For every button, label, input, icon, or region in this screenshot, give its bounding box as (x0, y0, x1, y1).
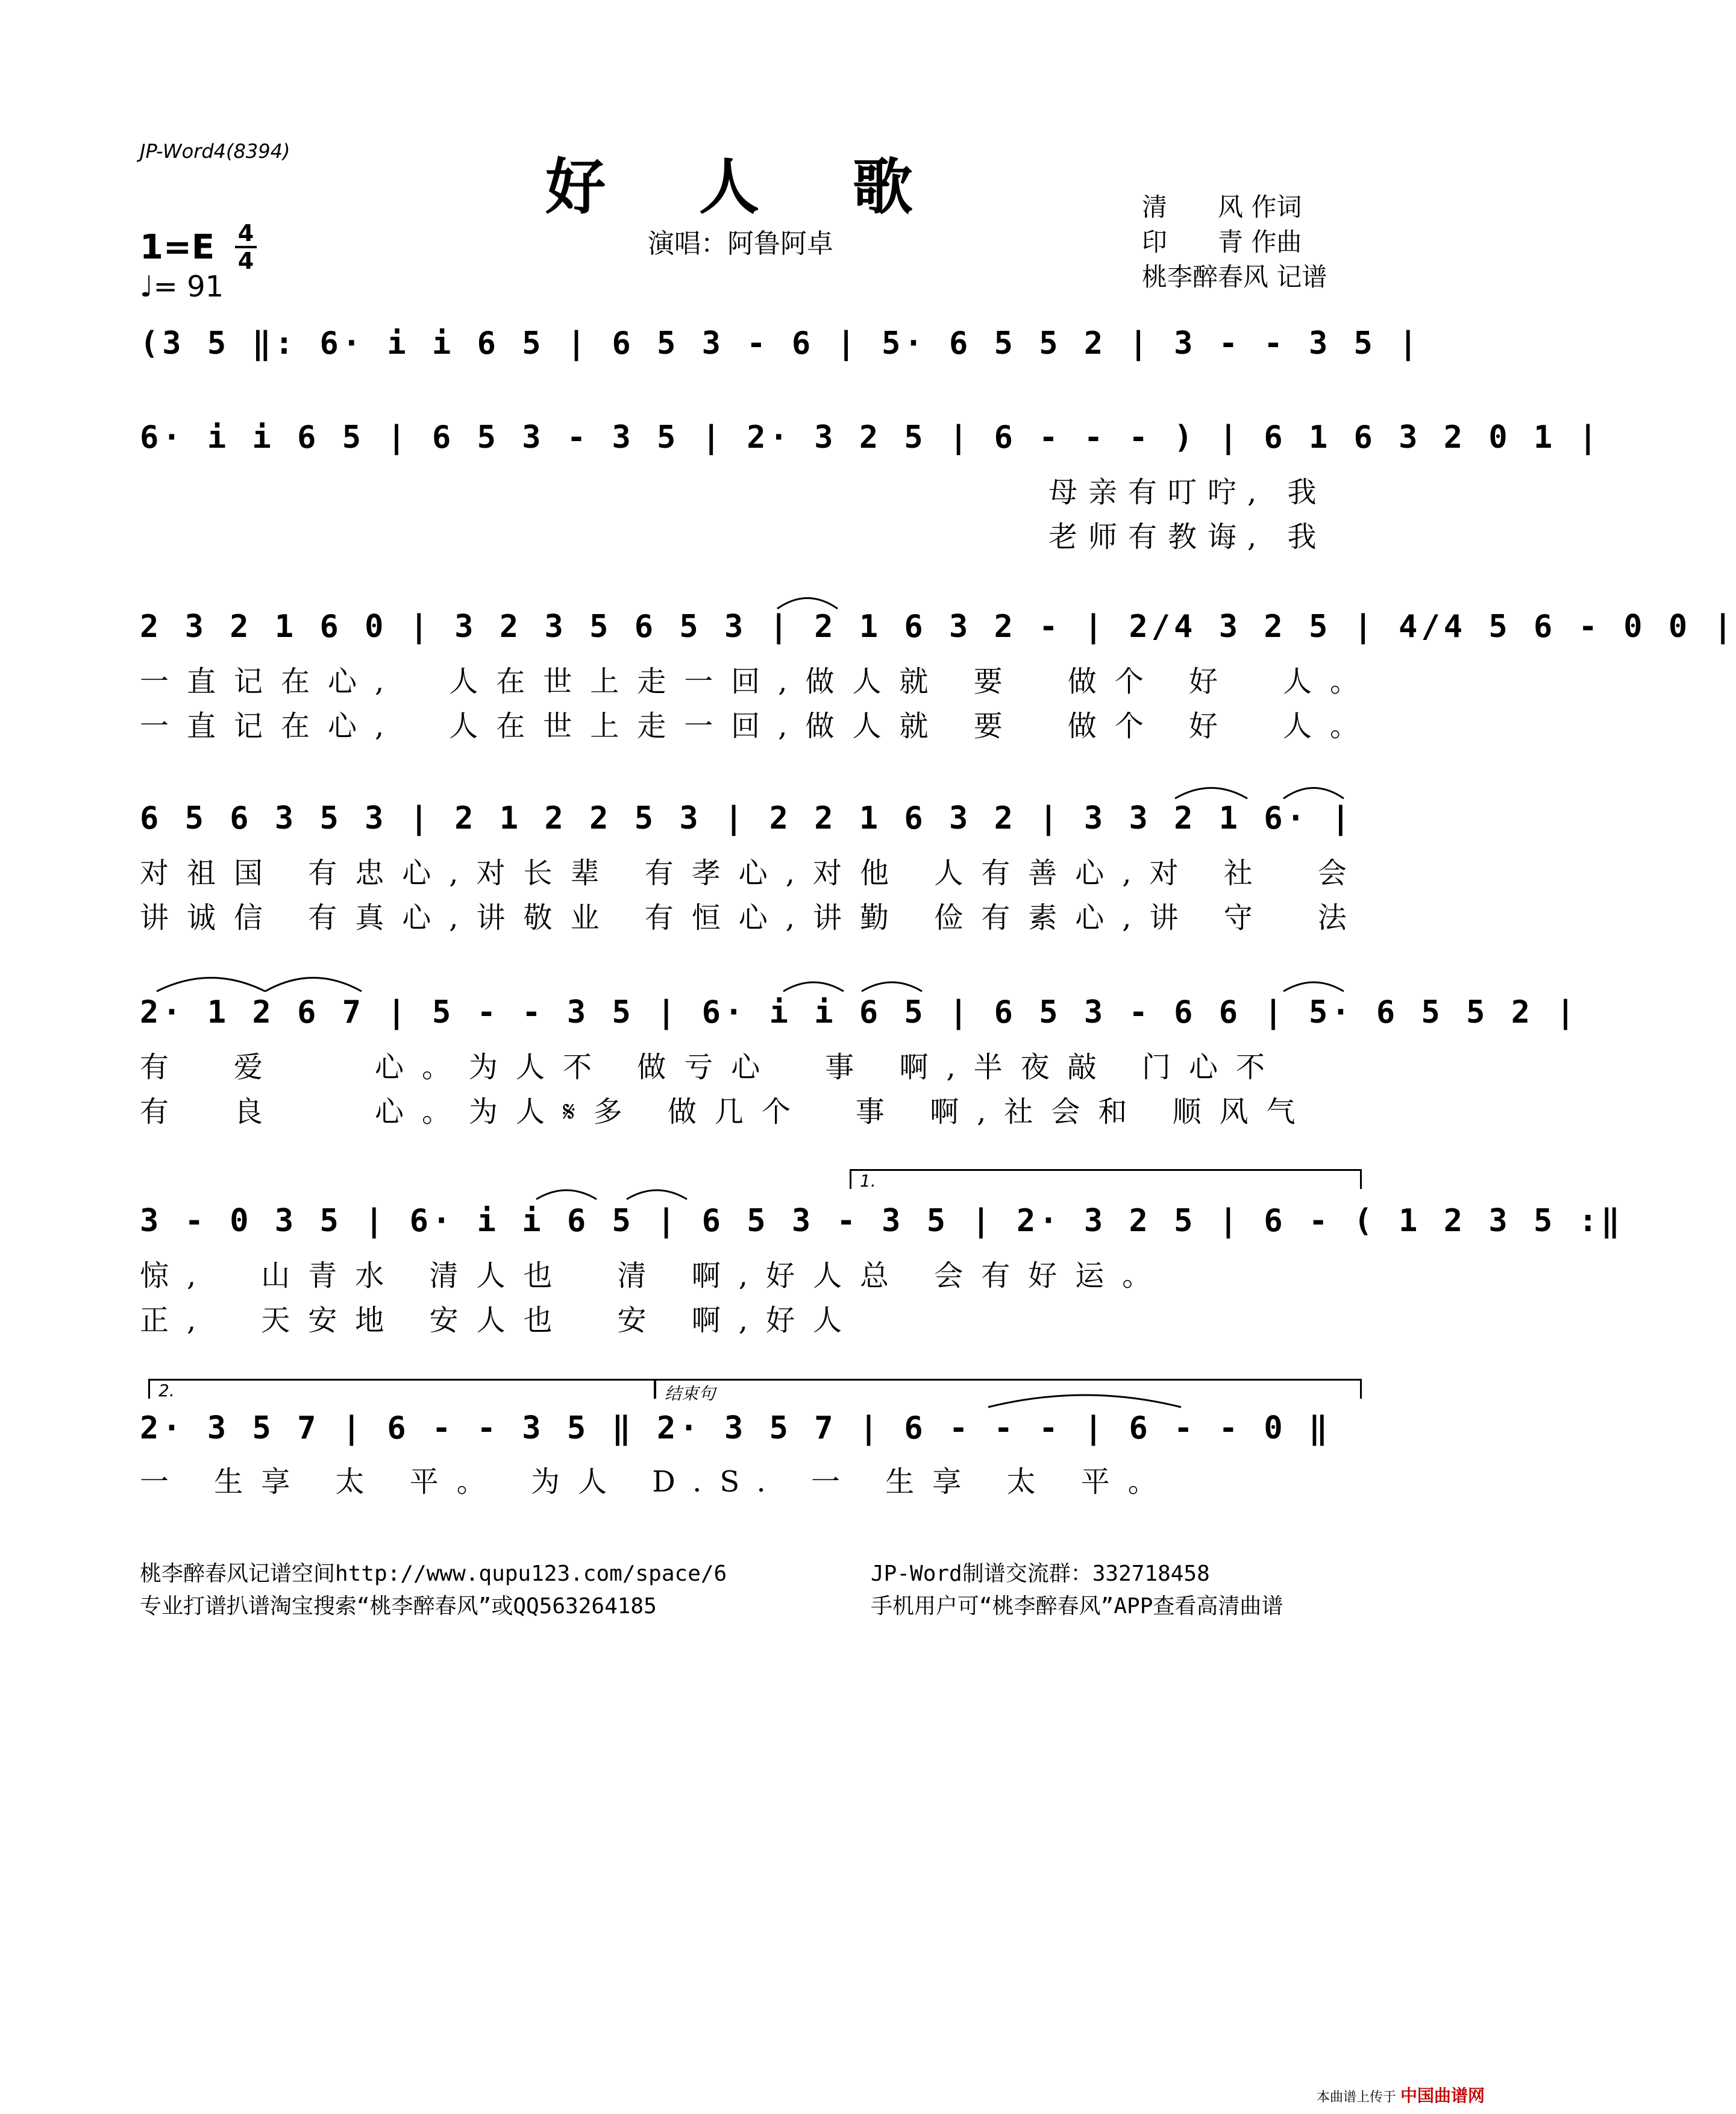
watermark-logo: 中国曲谱网 (1400, 2086, 1485, 2106)
lyric-line-4-verse-2: 讲诚信 有真心,讲敬业 有恒心,讲勤 俭有素心,讲 守 法 (140, 901, 1365, 935)
volta-1: 1. (850, 1169, 1362, 1189)
footer-left-line-1: 桃李醉春风记谱空间http://www.qupu123.com/space/6 (140, 1561, 727, 1586)
time-signature-top: 4 (237, 220, 254, 246)
footer-right-line-2: 手机用户可“桃李醉春风”APP查看高清曲谱 (871, 1594, 1283, 1619)
watermark-text: 本曲谱上传于 (1316, 2090, 1396, 2105)
volta-2: 2. (148, 1379, 656, 1399)
music-line-5: 2· 1 2 6 7 | 5 - - 3 5 | 6· i i 6 5 | 6 5 3 - 6 6 | 5· 6 5 5 2 | (140, 994, 1579, 1030)
slur-mark (862, 982, 922, 991)
footer-right (871, 1558, 1283, 1623)
footer-left (140, 1558, 727, 1623)
lyric-line-5-verse-2: 有 良 心。为人𝄋多 做几个 事 啊,社会和 顺风气 (140, 1095, 1314, 1129)
footer-right-line-1: JP-Word制谱交流群：332718458 (871, 1561, 1210, 1586)
lyric-line-7: 一 生享 太 平。 为人 D.S. 一 生享 太 平。 (140, 1465, 1175, 1499)
lyric-line-2-verse-1: 母亲有叮咛, 我 (1048, 475, 1327, 509)
lyric-line-2-verse-2: 老师有教诲, 我 (1048, 520, 1327, 554)
song-title: 好 人 歌 (545, 151, 949, 222)
lyricist-credit: 清 风 作词 (1142, 192, 1302, 222)
watermark (1317, 2083, 1485, 2107)
music-line-4: 6 5 6 3 5 3 | 2 1 2 2 5 3 | 2 2 1 6 3 2 | 3 3 2 1 6· | (140, 800, 1354, 836)
slur-mark (777, 598, 838, 609)
slur-mark (1283, 788, 1344, 799)
slur-mark (265, 978, 362, 992)
music-line-2: 6· i i 6 5 | 6 5 3 - 3 5 | 2· 3 2 5 | 6 - - - ) | 6 1 6 3 2 0 1 | (140, 419, 1601, 456)
lyric-line-6-verse-1: 惊, 山青水 清人也 清 啊,好人总 会有好运。 (140, 1259, 1170, 1293)
key-signature: 1=E (140, 228, 215, 267)
time-signature-bottom: 4 (237, 248, 254, 274)
slur-mark (627, 1190, 687, 1199)
lyric-line-4-verse-1: 对祖国 有忠心,对长辈 有孝心,对他 人有善心,对 社 会 (140, 856, 1365, 890)
software-label: JP-Word4(8394) (140, 140, 290, 163)
tempo-marking: ♩= 91 (140, 270, 224, 304)
slur-mark (536, 1190, 597, 1199)
singer-credit: 演唱：阿鲁阿卓 (648, 228, 833, 259)
slur-mark (157, 978, 265, 992)
slur-mark (1283, 982, 1344, 991)
ending-bracket: 结束句 (654, 1379, 1362, 1399)
lyric-line-3-verse-1: 一直记在心, 人在世上走一回,做人就 要 做个 好 人。 (140, 665, 1377, 698)
footer-left-line-2: 专业打谱扒谱淘宝搜索“桃李醉春风”或QQ563264185 (140, 1594, 657, 1619)
transcriber-credit: 桃李醉春风 记谱 (1142, 262, 1327, 292)
slur-mark (1175, 788, 1247, 799)
lyric-line-6-verse-2: 正, 天安地 安人也 安 啊,好人 (140, 1303, 860, 1337)
composer-credit: 印 青 作曲 (1142, 227, 1302, 257)
music-line-1: (3 5 ‖: 6· i i 6 5 | 6 5 3 - 6 | 5· 6 5 5 2 | 3 - - 3 5 | (140, 325, 1421, 362)
lyric-line-5-verse-1: 有 爱 心。为人不 做亏心 事 啊,半夜敲 门心不 (140, 1050, 1283, 1084)
music-line-3: 2 3 2 1 6 0 | 3 2 3 5 6 5 3 | 2 1 6 3 2 - | 2/4 3 2 5 | 4/4 5 6 - 0 0 | (140, 609, 1736, 645)
lyric-line-3-verse-2: 一直记在心, 人在世上走一回,做人就 要 做个 好 人。 (140, 709, 1377, 743)
slur-mark (988, 1395, 1181, 1407)
slur-mark (783, 982, 844, 991)
music-line-7: 2· 3 5 7 | 6 - - 3 5 ‖ 2· 3 5 7 | 6 - - - | 6 - - 0 ‖ (140, 1410, 1332, 1446)
music-line-6: 3 - 0 3 5 | 6· i i 6 5 | 6 5 3 - 3 5 | 2· 3 2 5 | 6 - ( 1 2 3 5 :‖ (140, 1203, 1624, 1239)
